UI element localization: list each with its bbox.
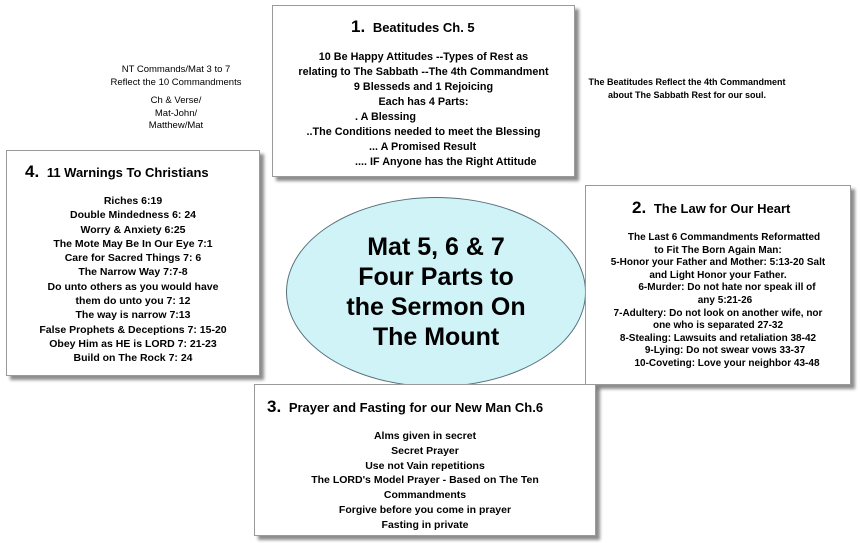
part3-number: 3. bbox=[267, 397, 282, 416]
part4-line: False Prophets & Deceptions 7: 15-20 bbox=[39, 323, 227, 336]
note-line: Mat-John/ bbox=[154, 107, 198, 119]
top-left-note bbox=[96, 64, 256, 133]
part4-line: Build on The Rock 7: 24 bbox=[73, 352, 193, 365]
note-line: about The Sabbath Rest for our soul. bbox=[607, 89, 766, 100]
part1-number: 1. bbox=[351, 17, 366, 36]
part4-title bbox=[25, 162, 209, 182]
part3-title bbox=[267, 397, 543, 417]
part4-number: 4. bbox=[25, 162, 40, 181]
part1-lines bbox=[273, 50, 574, 170]
part3-line: Secret Prayer bbox=[391, 444, 459, 457]
note-line: NT Commands/Mat 3 to 7 bbox=[121, 64, 231, 75]
note-line: Ch & Verse/ bbox=[150, 95, 202, 106]
part1-line: . A Blessing bbox=[355, 111, 416, 123]
part3-line: The LORD's Model Prayer - Based on The Ten bbox=[311, 474, 539, 487]
part3-line: Fasting in private bbox=[381, 518, 469, 531]
part4-line: them do unto you 7: 12 bbox=[75, 295, 191, 308]
part1-line: ... A Promised Result bbox=[369, 141, 477, 153]
part2-line: to Fit The Born Again Man: bbox=[654, 244, 782, 256]
center-line: Four Parts to bbox=[358, 263, 514, 291]
part2-line: and Light Honor your Father. bbox=[649, 269, 787, 281]
part2-line: 10-Coveting: Love your neighbor 43-48 bbox=[634, 357, 820, 369]
part1-line: 10 Be Happy Attitudes --Types of Rest as bbox=[318, 51, 529, 63]
part4-box bbox=[6, 150, 260, 376]
note-line: Matthew/Mat bbox=[148, 120, 204, 131]
part4-line: Obey Him as HE is LORD 7: 21-23 bbox=[49, 337, 217, 350]
part2-title bbox=[632, 198, 790, 218]
part3-line: Alms given in secret bbox=[373, 430, 477, 442]
part2-line: 9-Lying: Do not swear vows 33-37 bbox=[644, 345, 806, 357]
part1-line: 9 Blesseds and 1 Rejoicing bbox=[353, 81, 494, 93]
part4-line: Riches 6:19 bbox=[103, 195, 163, 207]
part4-line: Do unto others as you would have bbox=[47, 280, 219, 293]
part3-lines bbox=[255, 429, 595, 533]
part2-line: 7-Adultery: Do not look on another wife, nor bbox=[613, 307, 823, 319]
center-line: The Mount bbox=[372, 323, 500, 351]
part2-line: 6-Murder: Do not hate nor speak ill of bbox=[638, 282, 816, 294]
part3-line: Commandments bbox=[383, 489, 467, 502]
part1-line: Each has 4 Parts: bbox=[378, 96, 469, 108]
part3-line: Use not Vain repetitions bbox=[365, 459, 485, 472]
part4-line: The Mote May Be In Our Eye 7:1 bbox=[53, 237, 213, 250]
part2-line: The Last 6 Commandments Reformatted bbox=[627, 232, 821, 243]
center-line: Mat 5, 6 & 7 bbox=[367, 233, 505, 261]
part3-title-text: Prayer and Fasting for our New Man Ch.6 bbox=[288, 400, 544, 415]
part1-line: ..The Conditions needed to meet the Blessing bbox=[306, 126, 541, 138]
part2-box bbox=[585, 185, 851, 385]
part1-line: relating to The Sabbath --The 4th Commandment bbox=[298, 66, 549, 78]
part1-line: .... IF Anyone has the Right Attitude bbox=[355, 156, 537, 168]
part2-number: 2. bbox=[632, 198, 647, 217]
part4-line: The way is narrow 7:13 bbox=[75, 309, 191, 322]
part2-line: 8-Stealing: Lawsuits and retaliation 38-42 bbox=[619, 332, 817, 344]
part3-line: Forgive before you come in prayer bbox=[338, 503, 512, 516]
center-line: the Sermon On bbox=[346, 293, 526, 321]
part4-lines bbox=[7, 194, 259, 366]
part2-title-text: The Law for Our Heart bbox=[653, 201, 791, 216]
part4-line: Double Mindedness 6: 24 bbox=[69, 209, 197, 222]
part2-line: one who is separated 27-32 bbox=[652, 320, 784, 332]
part2-line: 5-Honor your Father and Mother: 5:13-20 Salt bbox=[610, 257, 826, 269]
center-oval bbox=[286, 197, 586, 387]
top-right-note bbox=[582, 76, 792, 101]
part4-line: Care for Sacred Things 7: 6 bbox=[64, 252, 202, 265]
part2-lines bbox=[586, 232, 850, 371]
part4-title-text: 11 Warnings To Christians bbox=[46, 165, 209, 180]
part3-box bbox=[254, 384, 596, 536]
part1-title bbox=[351, 17, 475, 37]
note-line: Reflect the 10 Commandments bbox=[110, 76, 242, 88]
part4-line: Worry & Anxiety 6:25 bbox=[80, 223, 186, 236]
part1-title-text: Beatitudes Ch. 5 bbox=[372, 20, 475, 35]
note-line: The Beatitudes Reflect the 4th Commandment bbox=[588, 77, 786, 87]
part1-box bbox=[272, 5, 575, 177]
part4-line: The Narrow Way 7:7-8 bbox=[78, 266, 188, 279]
part2-line: any 5:21-26 bbox=[697, 294, 753, 306]
